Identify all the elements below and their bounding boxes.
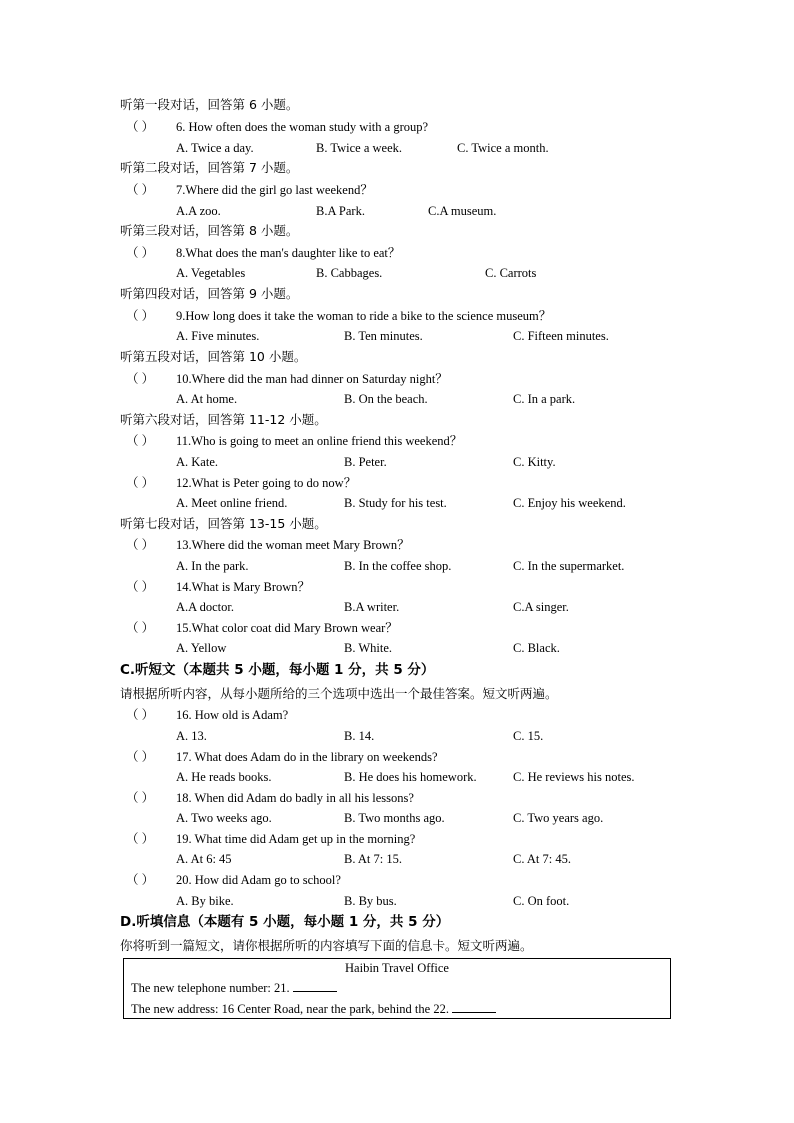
info-card-address-label: The new address: 16 Center Road, near the park, behind the 22. xyxy=(131,1002,453,1016)
dialogue-7-instruction: 听第七段对话，回答第 13-15 小题。 xyxy=(120,516,327,531)
option-b[interactable]: B. He does his homework. xyxy=(344,770,477,784)
option-c[interactable]: C. In a park. xyxy=(513,392,576,406)
option-a[interactable]: A. Kate. xyxy=(176,455,218,469)
option-a[interactable]: A. Five minutes. xyxy=(176,329,260,343)
option-b[interactable]: B. 14. xyxy=(344,729,375,743)
answer-paren[interactable]: （ ） xyxy=(126,538,155,552)
option-a[interactable]: A. Vegetables xyxy=(176,266,246,280)
dialogue-1-instruction: 听第一段对话，回答第 6 小题。 xyxy=(120,97,299,112)
option-c[interactable]: C. 15. xyxy=(513,729,544,743)
question-14: 14.What is Mary Brown？ xyxy=(176,580,311,594)
option-c[interactable]: C. Carrots xyxy=(485,266,537,280)
option-c[interactable]: C. Twice a month. xyxy=(457,141,549,155)
question-12: 12.What is Peter going to do now？ xyxy=(176,476,357,490)
option-c[interactable]: C. Fifteen minutes. xyxy=(513,329,609,343)
option-a[interactable]: A. Two weeks ago. xyxy=(176,811,272,825)
option-b[interactable]: B. At 7: 15. xyxy=(344,852,402,866)
option-b[interactable]: B. Peter. xyxy=(344,455,387,469)
option-c[interactable]: C. He reviews his notes. xyxy=(513,770,635,784)
question-10: 10.Where did the man had dinner on Saturday night？ xyxy=(176,372,448,386)
question-20: 20. How did Adam go to school? xyxy=(176,873,341,887)
option-a[interactable]: A. Twice a day. xyxy=(176,141,254,155)
blank-22[interactable] xyxy=(452,1000,496,1013)
option-b[interactable]: B.A writer. xyxy=(344,600,400,614)
option-a[interactable]: A. At home. xyxy=(176,392,238,406)
option-a[interactable]: A.A zoo. xyxy=(176,204,221,218)
dialogue-5-instruction: 听第五段对话，回答第 10 小题。 xyxy=(120,349,307,364)
question-19: 19. What time did Adam get up in the morning? xyxy=(176,832,416,846)
answer-paren[interactable]: （ ） xyxy=(126,434,155,448)
option-c[interactable]: C.A museum. xyxy=(428,204,497,218)
option-b[interactable]: B. Cabbages. xyxy=(316,266,383,280)
info-card xyxy=(123,958,671,1019)
option-c[interactable]: C. On foot. xyxy=(513,894,570,908)
answer-paren[interactable]: （ ） xyxy=(126,580,155,594)
answer-paren[interactable]: （ ） xyxy=(126,246,155,260)
dialogue-4-instruction: 听第四段对话，回答第 9 小题。 xyxy=(120,286,299,301)
option-a[interactable]: A. Yellow xyxy=(176,641,227,655)
option-b[interactable]: B. Two months ago. xyxy=(344,811,445,825)
answer-paren[interactable]: （ ） xyxy=(126,476,155,490)
option-b[interactable]: B.A Park. xyxy=(316,204,365,218)
option-c[interactable]: C. In the supermarket. xyxy=(513,559,625,573)
answer-paren[interactable]: （ ） xyxy=(126,621,155,635)
info-card-title: Haibin Travel Office xyxy=(345,961,449,975)
option-a[interactable]: A. By bike. xyxy=(176,894,234,908)
option-a[interactable]: A. In the park. xyxy=(176,559,249,573)
question-6: 6. How often does the woman study with a group? xyxy=(176,120,429,134)
answer-paren[interactable]: （ ） xyxy=(126,708,155,722)
option-b[interactable]: B. Twice a week. xyxy=(316,141,403,155)
answer-paren[interactable]: （ ） xyxy=(126,832,155,846)
answer-paren[interactable]: （ ） xyxy=(126,791,155,805)
question-17: 17. What does Adam do in the library on weekends? xyxy=(176,750,438,764)
dialogue-2-instruction: 听第二段对话，回答第 7 小题。 xyxy=(120,160,299,175)
option-a[interactable]: A. 13. xyxy=(176,729,207,743)
option-c[interactable]: C. Black. xyxy=(513,641,560,655)
question-7: 7.Where did the girl go last weekend？ xyxy=(176,183,373,197)
info-card-phone-label: The new telephone number: 21. xyxy=(131,981,293,995)
question-13: 13.Where did the woman meet Mary Brown？ xyxy=(176,538,410,552)
section-c-title: C.听短文（本题共 5 小题，每小题 1 分，共 5 分） xyxy=(120,662,435,678)
option-a[interactable]: A. Meet online friend. xyxy=(176,496,288,510)
dialogue-6-instruction: 听第六段对话，回答第 11-12 小题。 xyxy=(120,412,327,427)
blank-21[interactable] xyxy=(293,979,337,992)
option-c[interactable]: C.A singer. xyxy=(513,600,569,614)
option-c[interactable]: C. Kitty. xyxy=(513,455,556,469)
question-15: 15.What color coat did Mary Brown wear？ xyxy=(176,621,398,635)
section-c-instruction: 请根据所听内容，从每小题所给的三个选项中选出一个最佳答案。短文听两遍。 xyxy=(120,686,558,701)
answer-paren[interactable]: （ ） xyxy=(126,873,155,887)
question-16: 16. How old is Adam? xyxy=(176,708,289,722)
question-18: 18. When did Adam do badly in all his lessons? xyxy=(176,791,414,805)
question-8: 8.What does the man's daughter like to eat？ xyxy=(176,246,401,260)
question-11: 11.Who is going to meet an online friend this weekend？ xyxy=(176,434,463,448)
option-b[interactable]: B. In the coffee shop. xyxy=(344,559,452,573)
option-c[interactable]: C. Two years ago. xyxy=(513,811,604,825)
option-c[interactable]: C. At 7: 45. xyxy=(513,852,571,866)
answer-paren[interactable]: （ ） xyxy=(126,120,155,134)
option-b[interactable]: B. Study for his test. xyxy=(344,496,447,510)
dialogue-3-instruction: 听第三段对话，回答第 8 小题。 xyxy=(120,223,299,238)
option-a[interactable]: A. At 6: 45 xyxy=(176,852,232,866)
section-d-title: D.听填信息（本题有 5 小题，每小题 1 分，共 5 分） xyxy=(120,914,450,930)
answer-paren[interactable]: （ ） xyxy=(126,183,155,197)
option-b[interactable]: B. By bus. xyxy=(344,894,397,908)
section-d-instruction: 你将听到一篇短文，请你根据所听的内容填写下面的信息卡。短文听两遍。 xyxy=(120,938,533,953)
answer-paren[interactable]: （ ） xyxy=(126,372,155,386)
option-b[interactable]: B. White. xyxy=(344,641,393,655)
option-b[interactable]: B. On the beach. xyxy=(344,392,428,406)
info-card-line-21 xyxy=(131,979,337,996)
option-c[interactable]: C. Enjoy his weekend. xyxy=(513,496,626,510)
answer-paren[interactable]: （ ） xyxy=(126,309,155,323)
option-b[interactable]: B. Ten minutes. xyxy=(344,329,423,343)
option-a[interactable]: A.A doctor. xyxy=(176,600,234,614)
question-9: 9.How long does it take the woman to ride a bike to the science museum？ xyxy=(176,309,552,323)
answer-paren[interactable]: （ ） xyxy=(126,750,155,764)
info-card-line-22 xyxy=(131,1000,496,1017)
option-a[interactable]: A. He reads books. xyxy=(176,770,272,784)
